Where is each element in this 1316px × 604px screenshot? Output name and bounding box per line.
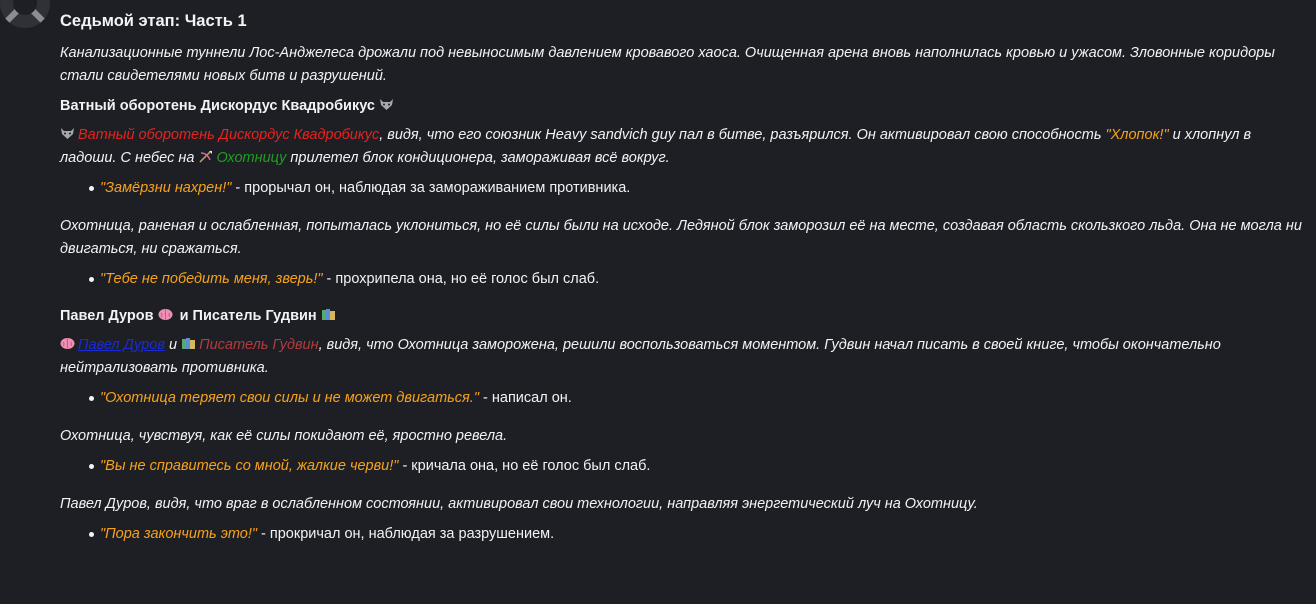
books-icon xyxy=(321,308,336,321)
avatar[interactable] xyxy=(0,0,50,28)
ability-name: "Хлопок!" xyxy=(1105,127,1169,143)
section2-heading-name-b: и Писатель Гудвин xyxy=(175,308,317,324)
wolf-icon xyxy=(379,98,394,111)
section1-heading xyxy=(60,96,1310,116)
section2-p1-text: , видя, что Охотница заморожена, решили воспользоваться моментом. Гудвин начал писать в своей книге, чтобы окончательно нейтрализовать противника. xyxy=(60,337,1221,376)
message-content xyxy=(60,10,1310,561)
section2-paragraph-2: Охотница, чувствуя, как её силы покидают её, яростно ревела. xyxy=(60,428,508,444)
section1-p1-text-b: и хлопнул в ладоши. С небес на xyxy=(60,127,1252,166)
section1-paragraph-2: Охотница, раненая и ослабленная, попыталась уклониться, но её силы были на исходе. Ледяной блок заморозил её на месте, создавая область скользкого льда. Она не могла ни двигаться, ни сражаться. xyxy=(60,218,1302,257)
quote-text: "Тебе не победить меня, зверь!" xyxy=(100,271,323,287)
section2-heading-name-a: Павел Дуров xyxy=(60,308,154,324)
section1-paragraph-1 xyxy=(60,124,1310,170)
list-item xyxy=(60,456,1310,476)
goodwin-name: Писатель Гудвин xyxy=(199,337,319,353)
quote-text: "Пора закончить это!" xyxy=(100,526,257,542)
section2-paragraph-3: Павел Дуров, видя, что враг в ослабленном состоянии, активировал свои технологии, направляя энергетический луч на Охотницу. xyxy=(60,496,978,512)
quote-description: - прохрипела она, но её голос был слаб. xyxy=(322,271,600,287)
section1-p1-text-c: прилетел блок кондиционера, замораживая всё вокруг. xyxy=(286,150,670,166)
list-item xyxy=(60,269,1310,289)
quote-description: - кричала она, но её голос был слаб. xyxy=(398,458,651,474)
brain-icon xyxy=(158,308,173,321)
durov-name[interactable]: Павел Дуров xyxy=(78,337,165,353)
section2-p1-and: и xyxy=(164,337,182,353)
quote-text: "Охотница теряет свои силы и не может двигаться." xyxy=(100,390,479,406)
section2-paragraph-1 xyxy=(60,334,1310,380)
list-item xyxy=(60,178,1310,198)
quote-description: - прокричал он, наблюдая за разрушением. xyxy=(257,526,555,542)
list-item xyxy=(60,388,1310,408)
hunter-name: Охотницу xyxy=(216,150,287,166)
bow-icon xyxy=(198,150,213,163)
section2-heading xyxy=(60,306,1310,326)
quote-description: - написал он. xyxy=(478,390,572,406)
books-icon xyxy=(181,337,196,350)
section1-heading-text: Ватный оборотень Дискордус Квадробикус xyxy=(60,98,375,114)
list-item xyxy=(60,524,1310,544)
section1-p1-text-a: , видя, что его союзник Heavy sandvich guy пал в битве, разъярился. Он активировал свою способность xyxy=(379,127,1106,143)
werewolf-name: Ватный оборотень Дискордус Квадробикус xyxy=(78,127,380,143)
message-title: Седьмой этап: Часть 1 xyxy=(60,12,247,30)
intro-paragraph: Канализационные туннели Лос-Анджелеса дрожали под невыносимым давлением кровавого хаоса. Очищенная арена вновь наполнилась кровью и ужасом. Зловонные коридоры стали свидетелями новых битв и разрушений. xyxy=(60,45,1275,84)
quote-text: "Замёрзни нахрен!" xyxy=(100,180,232,196)
wolf-icon xyxy=(60,127,75,140)
quote-text: "Вы не справитесь со мной, жалкие черви!" xyxy=(100,458,399,474)
brain-icon xyxy=(60,337,75,350)
quote-description: - прорычал он, наблюдая за замораживанием противника. xyxy=(231,180,631,196)
